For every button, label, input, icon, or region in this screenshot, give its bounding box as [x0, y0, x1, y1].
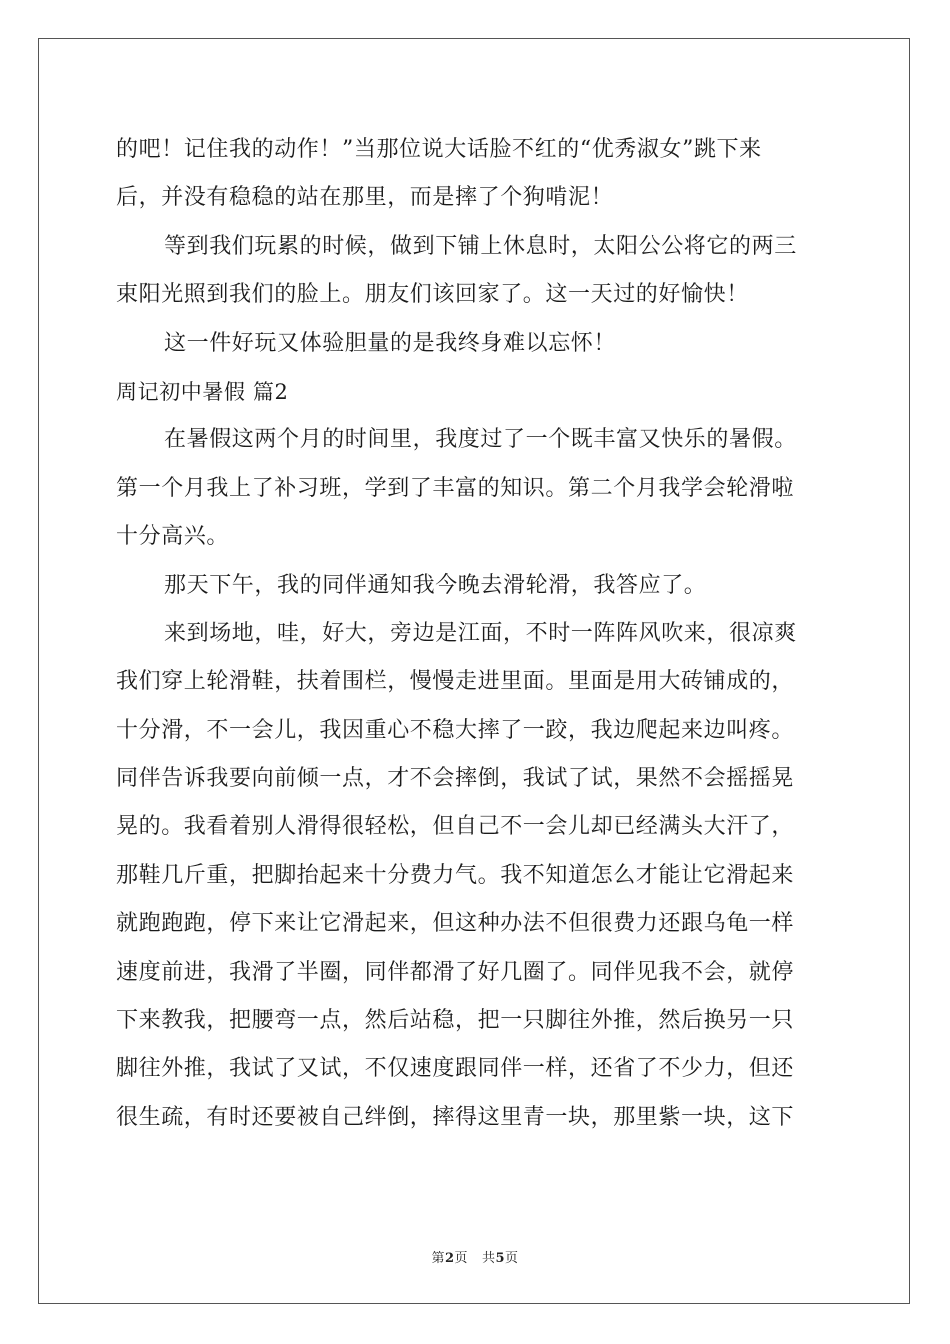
page-number-prefix: 第	[431, 1251, 445, 1266]
text-line: 晃的。我看着别人滑得很轻松，但自己不一会儿却已经满头大汗了，	[116, 814, 795, 840]
text-line: 束阳光照到我们的脸上。朋友们该回家了。这一天过的好愉快！	[116, 282, 749, 308]
total-pages-prefix: 共	[481, 1251, 496, 1266]
total-page-count: 5	[495, 1251, 506, 1266]
text-line: 第一个月我上了补习班，学到了丰富的知识。第二个月我学会轮滑啦	[116, 475, 795, 501]
text-line: 的吧！记住我的动作！”当那位说大话脸不红的“优秀淑女”跳下来	[116, 137, 762, 162]
section-heading: 周记初中暑假 篇2	[116, 379, 289, 404]
text-line: 速度前进，我滑了半圈，同伴都滑了好几圈了。同伴见我不会，就停	[116, 959, 795, 985]
total-pages-suffix: 页	[505, 1251, 519, 1266]
text-line: 后，并没有稳稳的站在那里，而是摔了个狗啃泥！	[116, 185, 614, 211]
text-line: 这一件好玩又体验胆量的是我终身难以忘怀！	[164, 330, 617, 356]
text-line: 那天下午，我的同伴通知我今晚去滑轮滑，我答应了。	[164, 572, 707, 598]
text-line: 在暑假这两个月的时间里，我度过了一个既丰富又快乐的暑假。	[164, 427, 797, 453]
page-footer	[0, 1247, 950, 1266]
text-line: 同伴告诉我要向前倾一点，才不会摔倒，我试了试，果然不会摇摇晃	[116, 766, 795, 792]
text-line: 脚往外推，我试了又试，不仅速度跟同伴一样，还省了不少力，但还	[116, 1056, 795, 1082]
text-line: 十分滑，不一会儿，我因重心不稳大摔了一跤，我边爬起来边叫疼。	[116, 717, 795, 743]
text-line: 我们穿上轮滑鞋，扶着围栏，慢慢走进里面。里面是用大砖铺成的，	[116, 669, 795, 695]
text-line: 就跑跑跑，停下来让它滑起来，但这种办法不但很费力还跟乌龟一样	[116, 911, 795, 937]
current-page-number: 2	[444, 1251, 455, 1266]
document-body	[116, 126, 834, 1142]
text-line: 很生疏，有时还要被自己绊倒，摔得这里青一块，那里紫一块，这下	[116, 1104, 795, 1130]
page-number-suffix: 页	[454, 1251, 469, 1266]
text-line: 十分高兴。	[116, 524, 230, 550]
text-line: 那鞋几斤重，把脚抬起来十分费力气。我不知道怎么才能让它滑起来	[116, 862, 795, 888]
text-line: 下来教我，把腰弯一点，然后站稳，把一只脚往外推，然后换另一只	[116, 1008, 795, 1034]
text-line: 来到场地，哇，好大，旁边是江面，不时一阵阵风吹来，很凉爽	[164, 620, 797, 646]
text-line: 等到我们玩累的时候，做到下铺上休息时，太阳公公将它的两三	[164, 233, 797, 259]
